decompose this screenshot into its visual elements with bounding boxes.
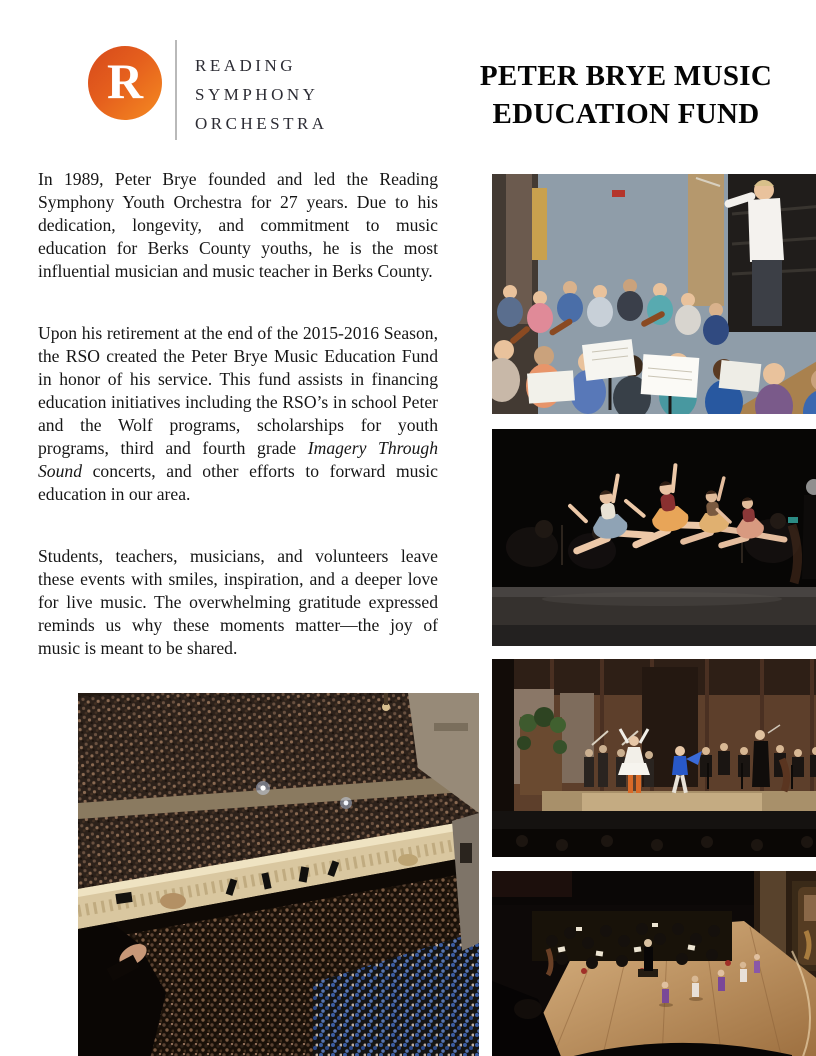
page-title xyxy=(440,57,812,133)
paragraph-fund-creation-before: Upon his retirement at the end of the 2015-2016 Season, the RSO created the Peter Brye Music Education Fund in honor of his service. This fund assists in financing education initiatives including the RSO’s in school Peter and the Wolf programs, scholarships for youth programs, third and fourth grade xyxy=(38,322,438,458)
photo-packed-concert-hall-audience xyxy=(78,693,479,1056)
paragraph-impact: Students, teachers, musicians, and volunteers leave these events with smiles, inspiration, and a deeper love for live music. The overwhelming gratitude expressed reminds us why these moments matter—the joy of music is meant to be shared. xyxy=(38,545,438,658)
brand-name xyxy=(195,51,328,138)
brand-divider xyxy=(175,40,177,140)
photo-youth-orchestra-rehearsal xyxy=(492,174,816,414)
brand-name-line-1: READING xyxy=(195,56,296,75)
page-title-line-2: EDUCATION FUND xyxy=(492,98,760,130)
paragraph-founding: In 1989, Peter Brye founded and led the Reading Symphony Youth Orchestra for 27 years. Due to his dedication, longevity, and commitment to music education for Berks County youths, he is the most influential musician and music teacher in Berks County. xyxy=(38,168,438,281)
rehearsal-photo-illustration xyxy=(492,174,816,414)
page-title-line-1: PETER BRYE MUSIC xyxy=(479,60,773,92)
rso-logo-icon xyxy=(88,46,162,120)
ballet-photo-illustration xyxy=(492,429,816,646)
photo-ballet-dancers-leaping xyxy=(492,429,816,646)
paragraph-fund-creation xyxy=(38,322,438,506)
audience-photo-illustration xyxy=(78,693,479,1056)
imagery-through-sound-title: Imagery Through Sound xyxy=(38,437,438,481)
brand-name-line-2: SYMPHONY xyxy=(195,85,319,104)
stage-photo-illustration xyxy=(492,659,816,857)
photo-peter-and-the-wolf-stage xyxy=(492,659,816,857)
paragraph-fund-creation-after: concerts, and other efforts to forward music education in our area. xyxy=(38,460,438,504)
aerial-photo-illustration xyxy=(492,871,816,1056)
rso-logo-letter: R xyxy=(106,53,144,109)
photo-aerial-stage-orchestra xyxy=(492,871,816,1056)
brand-name-line-3: ORCHESTRA xyxy=(195,114,328,133)
